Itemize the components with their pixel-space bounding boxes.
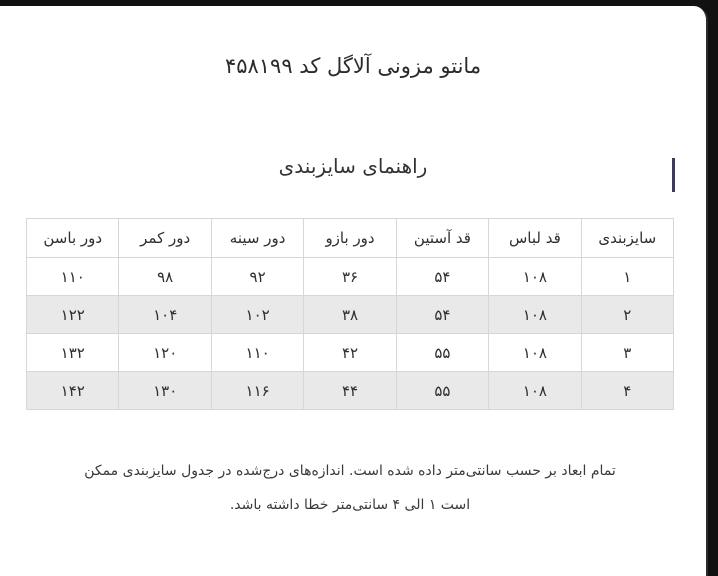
table-cell: ۵۵ (396, 372, 488, 410)
note-line-2: است ۱ الی ۴ سانتی‌متر خطا داشته باشد. (229, 497, 471, 513)
table-row (27, 258, 674, 296)
table-cell: ۱۳۲ (27, 334, 119, 372)
table-cell: ۳۸ (304, 296, 396, 334)
size-guide-heading: راهنمای سایزبندی (278, 154, 428, 178)
header-garment-length: قد لباس (489, 219, 581, 258)
table-cell: ۴ (581, 372, 673, 410)
table-cell: ۱۱۰ (27, 258, 119, 296)
table-cell: ۱۰۸ (489, 372, 581, 410)
table-cell: ۱۴۲ (27, 372, 119, 410)
table-cell: ۲ (581, 296, 673, 334)
table-cell: ۹۸ (119, 258, 211, 296)
content-card (0, 6, 708, 576)
table-cell: ۱۲۲ (27, 296, 119, 334)
table-cell: ۳ (581, 334, 673, 372)
measurement-note (30, 454, 670, 522)
table-cell: ۱۰۲ (211, 296, 303, 334)
size-guide-table (26, 218, 674, 410)
table-cell: ۱۱۰ (211, 334, 303, 372)
table-cell: ۱ (581, 258, 673, 296)
table-cell: ۴۴ (304, 372, 396, 410)
table-row (27, 334, 674, 372)
header-size: سایزبندی (581, 219, 673, 258)
table-cell: ۱۰۸ (489, 334, 581, 372)
table-row (27, 296, 674, 334)
header-arm-circumference: دور بازو (304, 219, 396, 258)
table-cell: ۱۱۶ (211, 372, 303, 410)
table-cell: ۱۰۸ (489, 258, 581, 296)
table-cell: ۵۵ (396, 334, 488, 372)
header-hip-circumference: دور باسن (27, 219, 119, 258)
table-header-row (27, 219, 674, 258)
table-cell: ۱۰۸ (489, 296, 581, 334)
table-cell: ۱۲۰ (119, 334, 211, 372)
header-chest-circumference: دور سینه (211, 219, 303, 258)
table-cell: ۵۴ (396, 258, 488, 296)
table-cell: ۹۲ (211, 258, 303, 296)
product-title: مانتو مزونی آلاگل کد ۴۵۸۱۹۹ (224, 54, 482, 78)
table-cell: ۴۲ (304, 334, 396, 372)
header-waist-circumference: دور کمر (119, 219, 211, 258)
table-row (27, 372, 674, 410)
header-sleeve-length: قد آستین (396, 219, 488, 258)
note-line-1: تمام ابعاد بر حسب سانتی‌متر داده شده است. اندازه‌های درج‌شده در جدول سایزبندی ممکن (84, 463, 616, 479)
table-cell: ۱۰۴ (119, 296, 211, 334)
table-cell: ۵۴ (396, 296, 488, 334)
table-cell: ۳۶ (304, 258, 396, 296)
table-cell: ۱۳۰ (119, 372, 211, 410)
